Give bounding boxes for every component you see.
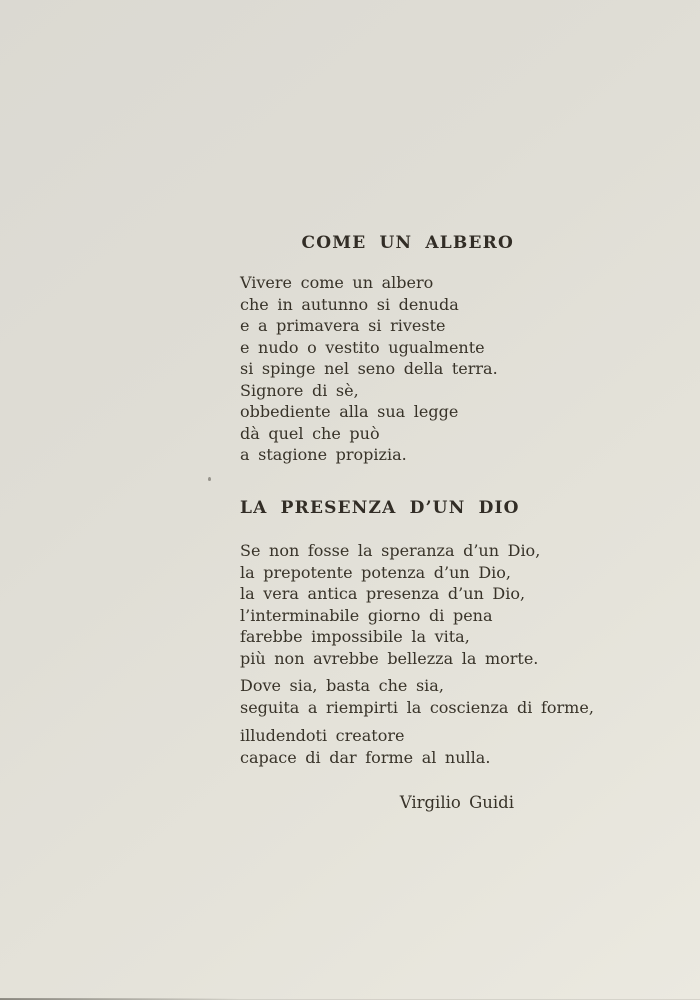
poem-line: e a primavera si riveste: [240, 316, 446, 335]
poem-2-stanza-2: [240, 675, 594, 718]
poem-line: obbediente alla sua legge: [240, 402, 459, 421]
poem-line: l’interminabile giorno di pena: [240, 605, 493, 625]
poem-line: farebbe impossibile la vita,: [240, 627, 470, 646]
poem-line: Vivere come un albero: [240, 273, 434, 292]
poem-line: a stagione propizia.: [240, 445, 407, 464]
poem-line: e nudo o vestito ugualmente: [240, 337, 485, 357]
poem-1-stanza: [240, 272, 498, 466]
poem-line: si spinge nel seno della terra.: [240, 359, 498, 378]
poem-2-stanza-3: [240, 725, 490, 768]
poem-line: la prepotente potenza d’un Dio,: [240, 562, 511, 582]
poem-line: capace di dar forme al nulla.: [240, 747, 491, 767]
poem-line: Signore di sè,: [240, 380, 359, 400]
poem-line: seguita a riempirti la coscienza di forme,: [240, 697, 594, 717]
ink-speck-mark: [208, 477, 211, 481]
poem-line: Se non fosse la speranza d’un Dio,: [240, 541, 541, 560]
poem-line: illudendoti creatore: [240, 726, 405, 745]
author-signature: Virgilio Guidi: [399, 793, 514, 812]
poem-2-stanza-1: [240, 540, 540, 669]
poem-line: dà quel che può: [240, 423, 380, 443]
poem-line: Dove sia, basta che sia,: [240, 676, 444, 695]
poem-title-la-presenza-dun-dio: LA PRESENZA D’UN DIO: [240, 498, 520, 518]
poem-line: più non avrebbe bellezza la morte.: [240, 648, 539, 668]
poem-title-come-un-albero: COME UN ALBERO: [301, 233, 514, 253]
poem-line: che in autunno si denuda: [240, 294, 459, 314]
poem-line: la vera antica presenza d’un Dio,: [240, 584, 526, 603]
